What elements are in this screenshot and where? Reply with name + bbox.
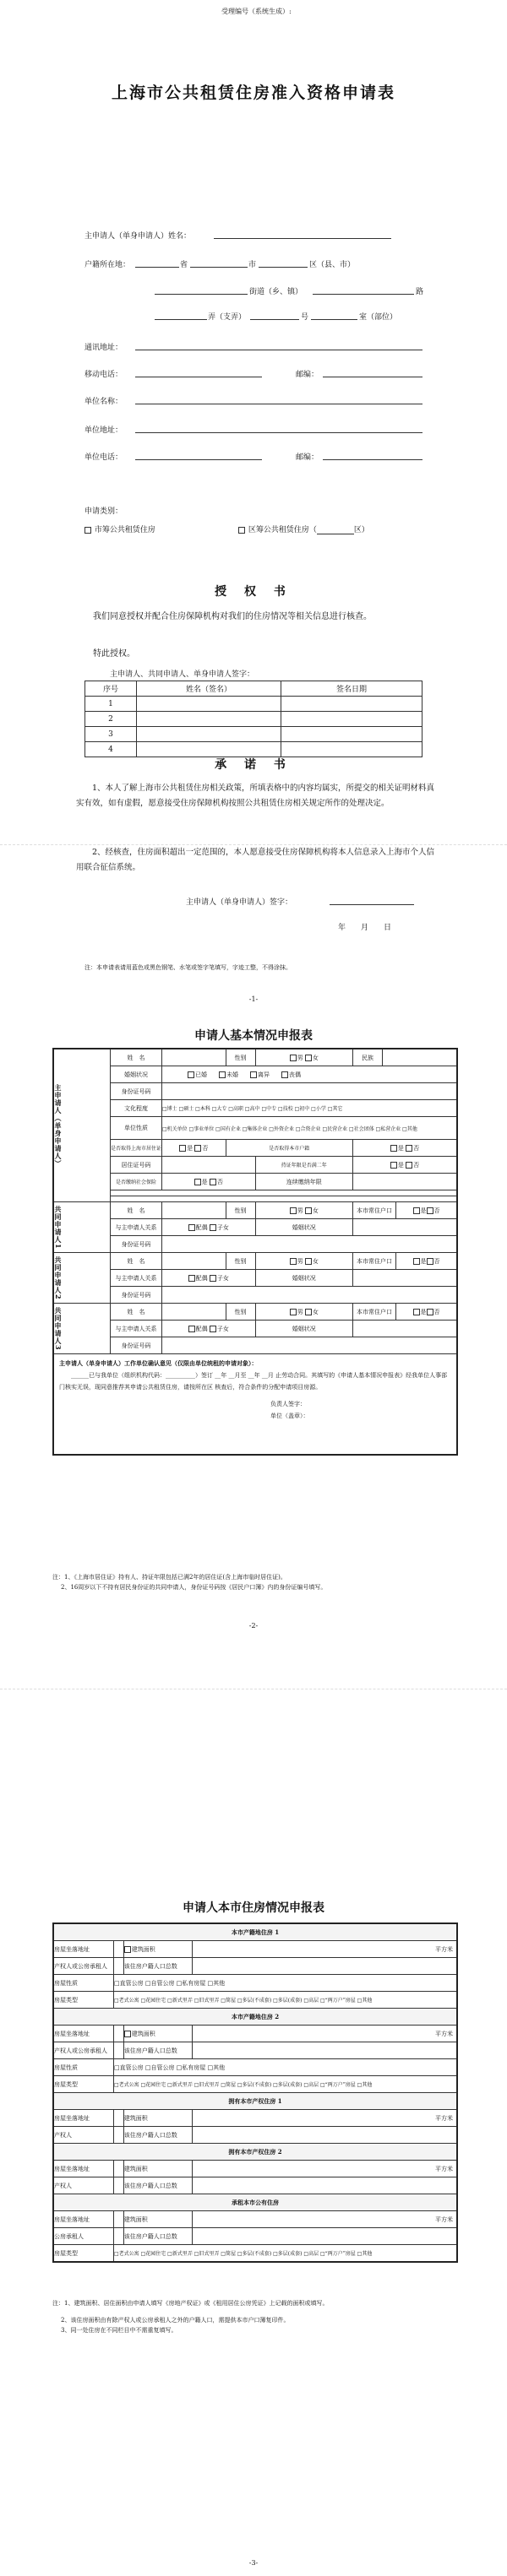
- district-blank[interactable]: [317, 525, 354, 534]
- female-label: 女: [312, 1054, 319, 1061]
- no-label: 否: [413, 1144, 420, 1152]
- count-cell[interactable]: [192, 2042, 457, 2059]
- number-field[interactable]: [250, 319, 299, 320]
- addr-label: 房屋坐落地址: [53, 2211, 114, 2228]
- unit-name-label: 单位名称：: [84, 398, 123, 406]
- id-cell[interactable]: [162, 1236, 458, 1253]
- holder-label: 产权人或公房承租人: [53, 1958, 114, 1975]
- married-label: 已婚: [195, 1071, 207, 1078]
- checkbox[interactable]: [210, 1275, 216, 1282]
- female-label: 女: [312, 1308, 319, 1315]
- province-label: 省: [180, 261, 188, 269]
- marital-label: 婚姻状况: [255, 1321, 352, 1337]
- date-cell[interactable]: [281, 727, 422, 742]
- col-date: 签名日期: [281, 681, 422, 697]
- spacer-row: [111, 1196, 458, 1202]
- no-label: 否: [216, 1178, 223, 1185]
- owner-cell[interactable]: [114, 2127, 124, 2144]
- owner-label: 产权人: [53, 2177, 114, 2194]
- promise-date: 年 月 日: [338, 924, 392, 932]
- unmarried-label: 未婚: [226, 1071, 238, 1078]
- addr-cell[interactable]: [114, 2211, 124, 2228]
- reside-permit-label: 是否取得上海市居住证: [111, 1140, 162, 1157]
- huji-label: 是否取得本市户籍: [226, 1140, 352, 1157]
- section-header-4: 拥有本市产权住房 2: [53, 2144, 457, 2161]
- ins-years-cell[interactable]: [352, 1174, 457, 1190]
- sqm-label: 平方米: [435, 2165, 453, 2172]
- unit-confirm-title: 主申请人（单身申请人）工作单位确认意见（仅限由单位统租的申请对象）：: [59, 1359, 258, 1367]
- checkbox[interactable]: [210, 1179, 216, 1185]
- checkbox[interactable]: [188, 1071, 194, 1078]
- no-label: 否: [202, 1144, 209, 1152]
- no-label: 否: [413, 1161, 420, 1169]
- applicant-label: 主申请人（单身申请人）姓名：: [84, 232, 192, 241]
- room-label: 室（部位）: [359, 313, 398, 322]
- nature-label: 房屋性质: [53, 2059, 114, 2076]
- edu-options[interactable]: □博士 □硕士 □本科 □大专 □高职 □高中 □中专 □技校 □初中 □小学 □其它: [162, 1100, 458, 1117]
- checkbox[interactable]: [84, 527, 91, 534]
- holder-cell[interactable]: [114, 1958, 124, 1975]
- checkbox[interactable]: [406, 1162, 412, 1169]
- marital-cell[interactable]: [352, 1219, 457, 1236]
- addr-label: 房屋坐落地址: [53, 1941, 114, 1958]
- gender-label: 性别: [226, 1253, 255, 1270]
- zip-label: 邮编：: [296, 371, 319, 379]
- addr-label: 房屋坐落地址: [53, 2110, 114, 2127]
- unit-nature-options[interactable]: □机关单位 □事业单位 □国有企业 □集体企业 □外资企业 □合资企业 □民营企业 □社会团体 □私营企业 □其他: [162, 1117, 458, 1140]
- row-seq: 4: [85, 742, 137, 757]
- row-seq: 3: [85, 727, 137, 742]
- type-label: 房屋类型: [53, 2245, 114, 2263]
- unit-confirm-body: ______已与我单位（组织机构代码：__________）签订 __年 __月至 __年 __月 止劳动合同。其填写的《申请人基本情况申报表》经我单位人事部门核实无误，现同意推荐其申请公共租赁住房，请按所在区 核查后，符合条件的分配申请项目房源。: [59, 1372, 448, 1391]
- authorization-sign-label: 主申请人、共同申请人、单身申请人签字：: [110, 670, 255, 679]
- authorization-end: 特此授权。: [93, 649, 135, 659]
- spacer-row: [111, 1190, 458, 1196]
- checkbox[interactable]: [413, 1309, 420, 1315]
- promise-title: 承 诺 书: [215, 758, 292, 772]
- authorization-title: 授 权 书: [215, 585, 292, 599]
- checkbox[interactable]: [124, 2031, 131, 2037]
- checkbox[interactable]: [188, 1275, 195, 1282]
- marital-cell[interactable]: [352, 1321, 457, 1337]
- male-label: 男: [297, 1207, 303, 1214]
- marital-label: 婚姻状况: [255, 1219, 352, 1236]
- housing-info-table: [52, 1923, 458, 2263]
- page3-note-1: 注：1、建筑面积、居住面积由申请人填写《房地产权证》或《租用居住公房凭证》上记载的面积或填写。: [52, 2300, 329, 2307]
- checkbox[interactable]: [427, 1207, 433, 1214]
- zip2-field[interactable]: [323, 459, 422, 460]
- yes-label: 是: [420, 1308, 427, 1315]
- type-options[interactable]: □老式公寓 □花园住宅 □新式里弄 □旧式里弄 □简屋 □多层(不成套) □多层(成套) □高层 □“两万户”房屋 □其他: [114, 2076, 458, 2093]
- id-label: 身份证号码: [111, 1337, 162, 1354]
- road-field[interactable]: [313, 294, 414, 295]
- checkbox[interactable]: [406, 1145, 412, 1152]
- promise-sign-label: 主申请人（单身申请人）签字：: [186, 898, 293, 907]
- mobile-label: 移动电话：: [84, 371, 123, 379]
- applicant-field[interactable]: [214, 238, 391, 239]
- table-row[interactable]: [85, 697, 422, 712]
- page3-note-2: 2、该住房面积由有除产权人或公房承租人之外的户籍人口，需提供本市户口簿复印件。: [61, 2317, 290, 2324]
- ins-years-label: 连续缴纳年限: [255, 1174, 352, 1190]
- addr-cell[interactable]: [114, 2026, 124, 2042]
- page-number-1: -1-: [248, 995, 259, 1003]
- side-co-applicant-2: 共同申请人2: [54, 1255, 63, 1300]
- col-seq: 序号: [85, 681, 137, 697]
- table-row[interactable]: [85, 727, 422, 742]
- area-label: 建筑面积: [131, 1945, 155, 1953]
- checkbox[interactable]: [427, 1309, 433, 1315]
- promise-sign-field[interactable]: [330, 904, 414, 905]
- divorced-label: 离异: [258, 1071, 270, 1078]
- owner-cell[interactable]: [114, 2177, 124, 2194]
- checkbox[interactable]: [250, 1071, 257, 1078]
- count-label: 该住房户籍人口总数: [123, 2177, 192, 2194]
- nature-options[interactable]: □直管公房 □自管公房 □私有房屋 □其他: [114, 2059, 458, 2076]
- permit-hold-label: 持证年限是否满二年: [255, 1157, 352, 1174]
- yes-label: 是: [187, 1144, 194, 1152]
- page-3: [0, 1689, 507, 2576]
- household-label: 本市常住户口: [352, 1304, 395, 1321]
- address-label: 通讯地址：: [84, 344, 123, 352]
- checkbox[interactable]: [413, 1207, 420, 1214]
- sqm-label: 平方米: [435, 2215, 453, 2223]
- nation-label: 民族: [352, 1049, 382, 1066]
- side-co-applicant-3: 共同申请人3: [54, 1306, 63, 1351]
- area-label: 建筑面积: [123, 2211, 192, 2228]
- page1-note: 注：本申请表请用蓝色或黑色钢笔、水笔或签字笔填写，字迹工整，不得涂抹。: [84, 964, 292, 971]
- owner-label: 产权人: [53, 2127, 114, 2144]
- yes-label: 是: [397, 1144, 404, 1152]
- unit-phone-label: 单位电话：: [84, 453, 123, 462]
- gender-label: 性别: [226, 1304, 255, 1321]
- page-number-3: -3-: [248, 2559, 259, 2567]
- checkbox[interactable]: [305, 1207, 312, 1214]
- date-cell[interactable]: [281, 712, 422, 727]
- checkbox[interactable]: [210, 1224, 216, 1231]
- holder-label: 产权人或公房承租人: [53, 2042, 114, 2059]
- authorization-table: [84, 681, 422, 757]
- checkbox[interactable]: [390, 1145, 397, 1152]
- male-label: 男: [297, 1054, 303, 1061]
- page2-note-2: 2、16周岁以下不持有居民身份证的共同申请人，身份证号码按《居民户口簿》内的身份证编号填写。: [61, 1584, 327, 1591]
- addr-label: 房屋坐落地址: [53, 2026, 114, 2042]
- yes-label: 是: [201, 1178, 208, 1185]
- nation-cell[interactable]: [382, 1049, 457, 1066]
- insurance-label: 是否缴纳社会保险: [111, 1174, 162, 1190]
- checkbox[interactable]: [188, 1224, 195, 1231]
- checkbox[interactable]: [188, 1326, 195, 1332]
- child-label: 子女: [216, 1274, 229, 1282]
- name-cell[interactable]: [162, 1304, 226, 1321]
- female-label: 女: [312, 1257, 319, 1265]
- checkbox[interactable]: [290, 1055, 297, 1061]
- count-label: 该住房户籍人口总数: [123, 2127, 192, 2144]
- nature-options[interactable]: □直管公房 □自管公房 □私有房屋 □其他: [114, 1975, 458, 1992]
- lane-field[interactable]: [155, 319, 207, 320]
- page-1: [0, 0, 507, 844]
- checkbox[interactable]: [290, 1258, 297, 1265]
- checkbox[interactable]: [238, 527, 245, 534]
- area-label: 建筑面积: [131, 2030, 155, 2037]
- basic-info-title: 申请人基本情况申报表: [194, 1029, 313, 1043]
- count-cell[interactable]: [192, 1958, 457, 1975]
- gender-label: 性别: [226, 1202, 255, 1219]
- street-field[interactable]: [155, 294, 248, 295]
- col-name: 姓名（签名）: [137, 681, 281, 697]
- page3-note-3: 3、同一处住房在不同栏目中不需重复填写。: [61, 2327, 177, 2334]
- no-label: 否: [433, 1257, 440, 1265]
- male-label: 男: [297, 1257, 303, 1265]
- zip2-label: 邮编：: [296, 453, 319, 462]
- permit-no-cell[interactable]: [162, 1157, 256, 1174]
- sqm-label: 平方米: [435, 2114, 453, 2122]
- relation-label: 与主申请人关系: [111, 1270, 162, 1287]
- checkbox[interactable]: [427, 1258, 433, 1265]
- basic-info-table: [52, 1048, 458, 1456]
- area-label: 建筑面积: [123, 2110, 192, 2127]
- checkbox[interactable]: [179, 1145, 186, 1152]
- authorization-text: 我们同意授权并配合住房保障机构对我们的住房情况等相关信息进行核查。: [93, 612, 372, 621]
- gender-label: 性别: [226, 1049, 255, 1066]
- nature-label: 房屋性质: [53, 1975, 114, 1992]
- name-label: 姓 名: [111, 1049, 162, 1066]
- holder-cell[interactable]: [114, 2042, 124, 2059]
- unit-phone-field[interactable]: [135, 459, 262, 460]
- unit-nature-label: 单位性质: [111, 1117, 162, 1140]
- category-city-label: 市筹公共租赁住房: [94, 526, 155, 534]
- no-label: 否: [433, 1207, 440, 1214]
- count-cell[interactable]: [192, 2127, 457, 2144]
- date-cell[interactable]: [281, 697, 422, 712]
- road-label: 路: [416, 288, 424, 296]
- addr-cell[interactable]: [114, 1941, 124, 1958]
- permit-no-label: 居住证号码: [111, 1157, 162, 1174]
- checkbox[interactable]: [413, 1258, 420, 1265]
- name-cell[interactable]: [137, 742, 281, 757]
- page2-note-1: 注：1、《上海市居住证》持有人、持证年限包括已满2年的居住证(含上海市临时居住证)。: [52, 1574, 286, 1581]
- row-seq: 2: [85, 712, 137, 727]
- resp-sign-label: 负责人签字：: [270, 1401, 306, 1407]
- checkbox[interactable]: [390, 1162, 397, 1169]
- seal-label: 单位（盖章）：: [270, 1413, 309, 1419]
- acceptance-number: 受理编号（系统生成）:: [221, 8, 292, 15]
- checkbox[interactable]: [219, 1071, 226, 1078]
- district-field[interactable]: [259, 267, 308, 268]
- id-label: 身份证号码: [111, 1287, 162, 1304]
- spouse-label: 配偶: [195, 1223, 208, 1231]
- number-label: 号: [301, 313, 309, 322]
- category-label: 申请类别：: [84, 507, 123, 516]
- side-main-applicant: 主申请人（单身申请人）: [54, 1083, 63, 1168]
- date-cell[interactable]: [281, 742, 422, 757]
- unit-address-field[interactable]: [135, 432, 422, 433]
- checkbox[interactable]: [305, 1309, 312, 1315]
- name-label: 姓 名: [111, 1304, 162, 1321]
- area-label: 建筑面积: [123, 2161, 192, 2177]
- checkbox[interactable]: [290, 1207, 297, 1214]
- city-label: 市: [248, 261, 257, 269]
- name-cell[interactable]: [162, 1253, 226, 1270]
- promise-text-2: 2、经核查，住房面积超出一定范围的，本人愿意接受住房保障机构将本人信息录入上海市个人信用联合征信系统。: [76, 848, 435, 872]
- count-cell[interactable]: [192, 2228, 457, 2245]
- side-co-applicant-1: 共同申请人1: [54, 1205, 63, 1250]
- name-cell[interactable]: [162, 1202, 226, 1219]
- household-label: 本市常住户口: [352, 1202, 395, 1219]
- id-cell[interactable]: [162, 1337, 458, 1354]
- form-title: 上海市公共租赁住房准入资格申请表: [111, 84, 395, 102]
- room-field[interactable]: [311, 319, 357, 320]
- name-cell[interactable]: [137, 712, 281, 727]
- checkbox[interactable]: [305, 1055, 312, 1061]
- table-row[interactable]: [85, 712, 422, 727]
- household-label: 本市常住户口: [352, 1253, 395, 1270]
- checkbox[interactable]: [210, 1326, 216, 1332]
- name-cell[interactable]: [137, 727, 281, 742]
- marital-cell[interactable]: [352, 1270, 457, 1287]
- no-label: 否: [433, 1308, 440, 1315]
- spouse-label: 配偶: [195, 1274, 208, 1282]
- name-cell[interactable]: [137, 697, 281, 712]
- housing-info-title: 申请人本市住房情况申报表: [183, 1901, 324, 1915]
- page-number-2: -2-: [248, 1622, 259, 1630]
- section-header-2: 本市产籍地住房 2: [53, 2009, 457, 2026]
- renter-cell[interactable]: [114, 2228, 124, 2245]
- child-label: 子女: [216, 1223, 229, 1231]
- count-cell[interactable]: [192, 2177, 457, 2194]
- relation-label: 与主申请人关系: [111, 1219, 162, 1236]
- checkbox[interactable]: [194, 1145, 201, 1152]
- checkbox[interactable]: [194, 1179, 201, 1185]
- checkbox[interactable]: [305, 1258, 312, 1265]
- id-label: 身份证号码: [111, 1083, 162, 1100]
- district-label: 区（县、市）: [309, 261, 356, 269]
- edu-label: 文化程度: [111, 1100, 162, 1117]
- checkbox[interactable]: [290, 1309, 297, 1315]
- section-header-1: 本市产籍地住房 1: [53, 1923, 457, 1941]
- name-label: 姓 名: [111, 1202, 162, 1219]
- table-header: [85, 681, 422, 697]
- marital-label: 婚姻状况: [255, 1270, 352, 1287]
- sqm-label: 平方米: [435, 1945, 453, 1953]
- type-label: 房屋类型: [53, 1992, 114, 2009]
- id-cell[interactable]: [162, 1287, 458, 1304]
- page-2: [0, 844, 507, 1689]
- huji-label: 户籍所在地：: [84, 261, 131, 269]
- category-district-option[interactable]: [238, 523, 369, 534]
- id-cell[interactable]: [162, 1083, 458, 1100]
- marital-label: 婚姻状况: [111, 1066, 162, 1083]
- male-label: 男: [297, 1308, 303, 1315]
- addr-cell[interactable]: [114, 2161, 124, 2177]
- promise-text-1: 1、本人了解上海市公共租赁住房相关政策，所填表格中的内容均属实，所提交的相关证明材料真实有效，如有虚假，愿意接受住房保障机构按照公共租赁住房相关规定所作的处理决定。: [76, 784, 435, 808]
- category-city-option[interactable]: [84, 523, 155, 534]
- street-label: 街道（乡、镇）: [249, 288, 303, 296]
- spouse-label: 配偶: [195, 1325, 208, 1332]
- id-label: 身份证号码: [111, 1236, 162, 1253]
- category-district-label: 区筹公共租赁住房（: [248, 526, 317, 534]
- checkbox[interactable]: [281, 1071, 288, 1078]
- section-header-5: 承租本市公有住房: [53, 2194, 457, 2211]
- name-label: 姓 名: [111, 1253, 162, 1270]
- yes-label: 是: [420, 1207, 427, 1214]
- row-seq: 1: [85, 697, 137, 712]
- checkbox[interactable]: [124, 1946, 131, 1953]
- yes-label: 是: [397, 1161, 404, 1169]
- count-label: 该住房户籍人口总数: [123, 2228, 192, 2245]
- renter-label: 公房承租人: [53, 2228, 114, 2245]
- widowed-label: 丧偶: [289, 1071, 301, 1078]
- count-label: 该住房户籍人口总数: [123, 1958, 192, 1975]
- addr-label: 房屋坐落地址: [53, 2161, 114, 2177]
- table-row[interactable]: [85, 742, 422, 757]
- type-label: 房屋类型: [53, 2076, 114, 2093]
- name-cell[interactable]: [162, 1049, 226, 1066]
- section-header-3: 拥有本市产权住房 1: [53, 2093, 457, 2110]
- city-field[interactable]: [190, 267, 248, 268]
- sqm-label: 平方米: [435, 2030, 453, 2037]
- yes-label: 是: [420, 1257, 427, 1265]
- unit-address-label: 单位地址：: [84, 426, 123, 435]
- lane-label: 弄（支弄）: [208, 313, 247, 322]
- female-label: 女: [312, 1207, 319, 1214]
- province-field[interactable]: [135, 267, 179, 268]
- addr-cell[interactable]: [114, 2110, 124, 2127]
- child-label: 子女: [216, 1325, 229, 1332]
- category-district-end: 区）: [353, 526, 369, 534]
- type-options[interactable]: □老式公寓 □花园住宅 □新式里弄 □旧式里弄 □简屋 □多层(不成套) □多层(成套) □高层 □“两万户”房屋 □其他: [114, 2245, 458, 2263]
- count-label: 该住房户籍人口总数: [123, 2042, 192, 2059]
- type-options[interactable]: □老式公寓 □花园住宅 □新式里弄 □旧式里弄 □简屋 □多层(不成套) □多层(成套) □高层 □“两万户”房屋 □其他: [114, 1992, 458, 2009]
- relation-label: 与主申请人关系: [111, 1321, 162, 1337]
